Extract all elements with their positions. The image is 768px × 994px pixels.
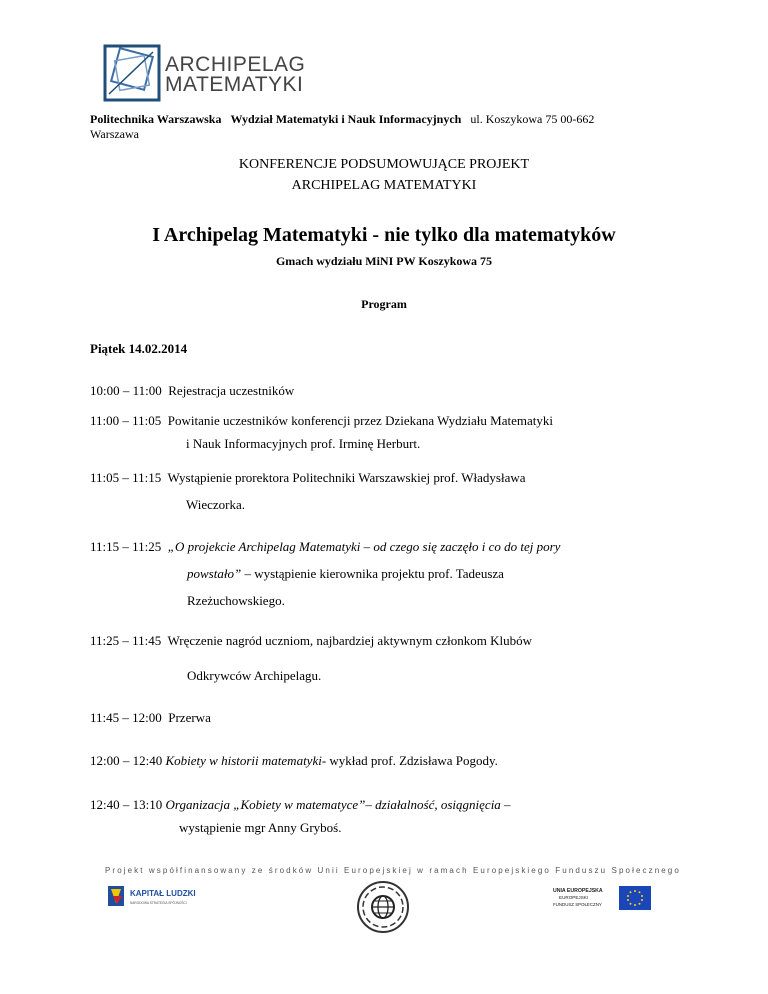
eu-line2: EUROPEJSKI xyxy=(559,895,589,900)
faculty-name: Wydział Matematyki i Nauk Informacyjnych xyxy=(230,112,462,126)
institution-header xyxy=(90,112,690,142)
archipelag-logo xyxy=(103,44,313,104)
footer-cofinancing-text: Projekt współfinansowany ze środków Unii Europejskiej w ramach Europejskiego Funduszu Społecznego xyxy=(105,866,681,875)
kapital-ludzki-logo xyxy=(108,884,213,910)
text: Wystąpienie prorektora Politechniki Warszawskiej prof. Władysława xyxy=(167,470,526,485)
text-cont: Rzeżuchowskiego. xyxy=(187,593,285,608)
italic-title-cont: powstało” xyxy=(187,566,242,581)
text-cont: Odkrywców Archipelagu. xyxy=(187,668,322,683)
time: 10:00 – 11:00 xyxy=(90,383,162,398)
text-cont: Wieczorka. xyxy=(186,497,246,512)
text: – wystąpienie kierownika projektu prof. Tadeusza xyxy=(241,566,504,581)
conference-line1: KONFERENCJE PODSUMOWUJĄCE PROJEKT xyxy=(238,157,530,172)
globe-emblem-icon xyxy=(356,880,410,934)
conference-line2: ARCHIPELAG MATEMATYKI xyxy=(291,178,477,193)
logo-line1: ARCHIPELAG xyxy=(165,53,306,76)
eu-line1: UNIA EUROPEJSKA xyxy=(553,888,603,894)
eu-line3: FUNDUSZ SPOŁECZNY xyxy=(553,902,602,907)
city: Warszawa xyxy=(90,127,140,141)
schedule-item xyxy=(90,381,690,401)
address: ul. Koszykowa 75 00-662 xyxy=(470,112,595,126)
project-emblem xyxy=(356,880,410,934)
schedule-item xyxy=(90,537,690,611)
schedule-item xyxy=(90,795,690,838)
page-title: I Archipelag Matematyki - nie tylko dla matematyków xyxy=(152,224,616,246)
time: 11:15 – 11:25 xyxy=(90,539,162,554)
text-cont: wystąpienie mgr Anny Gryboś. xyxy=(179,820,342,835)
time: 11:00 – 11:05 xyxy=(90,413,162,428)
time: 11:05 – 11:15 xyxy=(90,470,162,485)
eu-logo xyxy=(553,884,653,912)
schedule-item xyxy=(90,468,690,515)
university-name: Politechnika Warszawska xyxy=(90,112,222,126)
schedule-item xyxy=(90,708,690,728)
time: 12:40 – 13:10 xyxy=(90,797,163,812)
venue: Gmach wydziału MiNI PW Koszykowa 75 xyxy=(275,254,493,268)
text-cont: i Nauk Informacyjnych prof. Irminę Herburt. xyxy=(186,436,421,451)
schedule-item xyxy=(90,631,690,686)
day-heading: Piątek 14.02.2014 xyxy=(90,341,188,356)
kl-sub: NARODOWA STRATEGIA SPÓJNOŚCI xyxy=(130,901,187,905)
schedule-item xyxy=(90,411,690,454)
program-heading: Program xyxy=(361,297,407,311)
italic-title: Organizacja „Kobiety w matematyce”– działalność, osiągnięcia – xyxy=(165,797,511,812)
time: 11:25 – 11:45 xyxy=(90,633,162,648)
eu-flag-icon xyxy=(553,884,653,912)
italic-title: Kobiety w historii matematyki xyxy=(165,753,322,768)
text: Wręczenie nagród uczniom, najbardziej aktywnym członkom Klubów xyxy=(167,633,532,648)
text: Przerwa xyxy=(168,710,211,725)
text: - wykład prof. Zdzisława Pogody. xyxy=(321,753,498,768)
archipelag-logo-icon xyxy=(103,44,161,102)
time: 12:00 – 12:40 xyxy=(90,753,163,768)
text: Rejestracja uczestników xyxy=(168,383,295,398)
schedule-item xyxy=(90,751,690,771)
italic-title: „O projekcie Archipelag Matematyki – od czego się zaczęło i co do tej pory xyxy=(167,539,561,554)
kapital-ludzki-icon xyxy=(108,884,213,910)
text: Powitanie uczestników konferencji przez Dziekana Wydziału Matematyki xyxy=(167,413,553,428)
logo-line2: MATEMATYKI xyxy=(165,73,304,96)
time: 11:45 – 12:00 xyxy=(90,710,162,725)
kl-name: KAPITAŁ LUDZKI xyxy=(130,889,196,898)
